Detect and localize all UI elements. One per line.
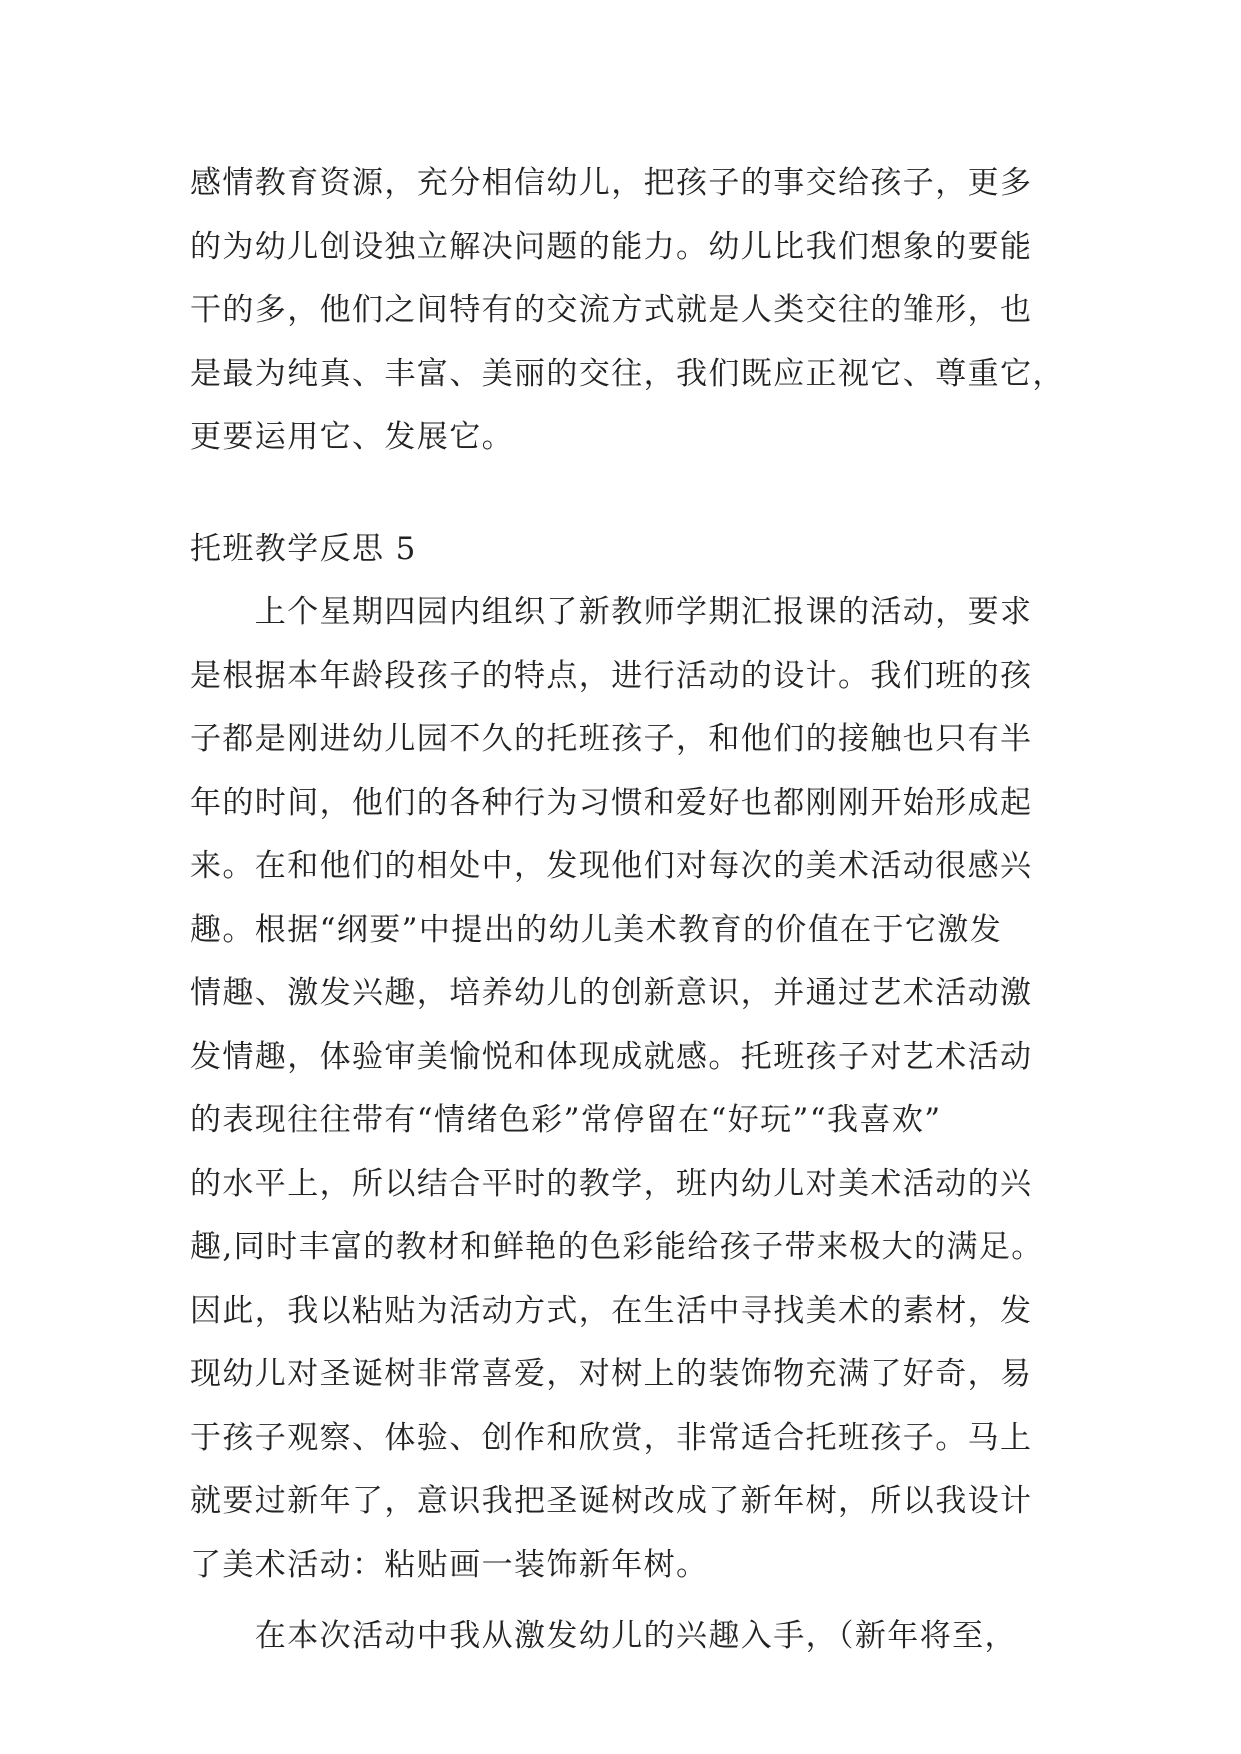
text-line: 的为幼儿创设独立解决问题的能力。幼儿比我们想象的要能	[190, 228, 1033, 265]
text-line: 上个星期四园内组织了新教师学期汇报课的活动，要求	[190, 594, 1033, 630]
text-line: 情趣、激发兴趣，培养幼儿的创新意识，并通过艺术活动激	[190, 975, 1033, 1011]
paragraph-1	[190, 152, 1065, 470]
text-line: 发情趣，体验审美愉悦和体现成就感。托班孩子对艺术活动	[190, 1038, 1033, 1075]
document-body	[190, 152, 1065, 1669]
text-line: 子都是刚进幼儿园不久的托班孩子，和他们的接触也只有半	[190, 721, 1033, 757]
text-line: 感情教育资源，充分相信幼儿，把孩子的事交给孩子，更多	[190, 165, 1033, 201]
text-line: 是最为纯真、丰富、美丽的交往，我们既应正视它、尊重它，	[190, 355, 1065, 392]
text-line: 的水平上，所以结合平时的教学，班内幼儿对美术活动的兴	[190, 1165, 1033, 1202]
text-line: 现幼儿对圣诞树非常喜爱，对树上的装饰物充满了好奇，易	[190, 1356, 1033, 1392]
text-line: 在本次活动中我从激发幼儿的兴趣入手，（新年将至，	[190, 1618, 1017, 1654]
text-line: 的表现往往带有“情绪色彩”常停留在“好玩”“我喜欢”	[190, 1102, 942, 1138]
text-line: 趣。根据“纲要”中提出的幼儿美术教育的价值在于它激发	[190, 911, 1003, 948]
text-line: 年的时间，他们的各种行为习惯和爱好也都刚刚开始形成起	[190, 784, 1033, 821]
text-line: 来。在和他们的相处中，发现他们对每次的美术活动很感兴	[190, 848, 1033, 884]
text-line: 因此，我以粘贴为活动方式，在生活中寻找美术的素材，发	[190, 1292, 1033, 1329]
text-line: 了美术活动：粘贴画一装饰新年树。	[190, 1546, 709, 1583]
text-line: 更要运用它、发展它。	[190, 419, 514, 455]
paragraph-2	[190, 581, 1052, 1597]
text-line: 干的多，他们之间特有的交流方式就是人类交往的雏形，也	[190, 292, 1033, 328]
paragraph-3	[190, 1605, 1052, 1669]
section-title: 托班教学反思 5	[190, 530, 417, 567]
text-line: 是根据本年龄段孩子的特点，进行活动的设计。我们班的孩	[190, 657, 1033, 694]
text-line: 趣,同时丰富的教材和鲜艳的色彩能给孩子带来极大的满足。	[190, 1229, 1044, 1265]
text-line: 就要过新年了，意识我把圣诞树改成了新年树，所以我设计	[190, 1483, 1033, 1519]
text-line: 于孩子观察、体验、创作和欣赏，非常适合托班孩子。马上	[190, 1419, 1033, 1456]
